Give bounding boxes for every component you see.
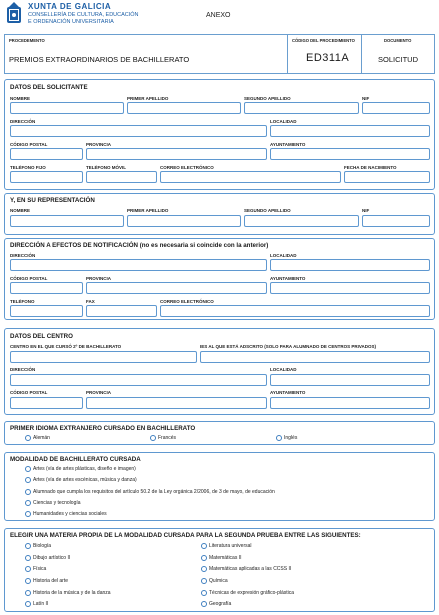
notificacion-title: DIRECCIÓN A EFECTOS DE NOTIFICACIÓN (no es necesaria si coincide con la anterior) — [10, 242, 269, 249]
modalidad-humanidades-radio[interactable] — [25, 511, 31, 517]
org-line1: CONSELLERÍA DE CULTURA, EDUCACIÓN — [28, 12, 139, 18]
materia-historia-musica-radio[interactable] — [25, 590, 31, 596]
solicitante-apellido2-label: SEGUNDO APELLIDO — [244, 96, 291, 101]
modalidad-artes-escenicas-radio[interactable] — [25, 477, 31, 483]
materia-fisica-label: Física — [33, 566, 47, 572]
centro-cp-field[interactable] — [10, 397, 83, 409]
solicitante-apellido1-label: PRIMER APELLIDO — [127, 96, 169, 101]
solicitante-localidad-field[interactable] — [270, 125, 430, 137]
solicitante-telefono-field[interactable] — [10, 171, 83, 183]
materia-literatura-radio[interactable] — [201, 543, 207, 549]
centro-nombre-label: CENTRO EN EL QUE CURSÓ 2º DE BACHILLERATO — [10, 344, 122, 349]
materia-matematicas-ccss-radio[interactable] — [201, 566, 207, 572]
centro-provincia-label: PROVINCIA — [86, 390, 112, 395]
idioma-frances-radio[interactable] — [150, 435, 156, 441]
modalidad-artes-plasticas-radio[interactable] — [25, 466, 31, 472]
representacion-apellido1-label: PRIMER APELLIDO — [127, 208, 169, 213]
solicitante-ayuntamiento-label: AYUNTAMIENTO — [270, 142, 306, 147]
notificacion-cp-field[interactable] — [10, 282, 83, 294]
idioma-frances-label: Francés — [158, 435, 177, 441]
solicitante-movil-field[interactable] — [86, 171, 157, 183]
materia-dibujo-label: Dibujo artístico II — [33, 555, 71, 561]
modalidad-requisitos-radio[interactable] — [25, 489, 31, 495]
centro-title: DATOS DEL CENTRO — [10, 333, 73, 340]
idioma-title: PRIMER IDIOMA EXTRANJERO CURSADO EN BACHILLERATO — [10, 425, 196, 432]
representacion-title: Y, EN SU REPRESENTACIÓN — [10, 197, 95, 204]
procedure-title: PREMIOS EXTRAORDINARIOS DE BACHILLERATO — [9, 55, 190, 64]
materia-matematicas-ccss-label: Matemáticas aplicadas a las CCSS II — [209, 566, 292, 572]
idioma-aleman-radio[interactable] — [25, 435, 31, 441]
solicitante-nif-field[interactable] — [362, 102, 430, 114]
materia-matematicas-label: Matemáticas II — [209, 555, 242, 561]
representacion-nombre-field[interactable] — [10, 215, 124, 227]
modalidad-ciencias-label: Ciencias y tecnología — [33, 500, 81, 506]
anexo-label: ANEXO — [206, 12, 231, 19]
document-value: SOLICITUD — [378, 55, 419, 64]
document-box — [362, 34, 435, 74]
solicitante-ayuntamiento-field[interactable] — [270, 148, 430, 160]
materia-biologia-label: Biología — [33, 543, 52, 549]
materia-geografia-radio[interactable] — [201, 601, 207, 607]
centro-ies-label: IES AL QUE ESTÁ ADSCRITO (SOLO PARA ALUMNADO DE CENTROS PRIVADOS) — [200, 344, 377, 349]
notificacion-ayuntamiento-label: AYUNTAMIENTO — [270, 276, 306, 281]
materia-title: ELEGIR UNA MATERIA PROPIA DE LA MODALIDAD CURSADA PARA LA SEGUNDA PRUEBA ENTRE LAS SIGUIENTES: — [10, 532, 361, 539]
solicitante-cp-label: CÓDIGO POSTAL — [10, 142, 48, 147]
materia-geografia-label: Geografía — [209, 601, 232, 607]
materia-latin-label: Latín II — [33, 601, 49, 607]
document-label: DOCUMENTO — [384, 38, 412, 43]
notificacion-localidad-field[interactable] — [270, 259, 430, 271]
materia-literatura-label: Literatura universal — [209, 543, 252, 549]
notificacion-provincia-label: PROVINCIA — [86, 276, 112, 281]
solicitante-nif-label: NIF — [362, 96, 370, 101]
idioma-aleman-label: Alemán — [33, 435, 50, 441]
centro-ies-field[interactable] — [200, 351, 430, 363]
solicitante-telefono-label: TELÉFONO FIJO — [10, 165, 46, 170]
solicitante-direccion-field[interactable] — [10, 125, 267, 137]
solicitante-apellido1-field[interactable] — [127, 102, 241, 114]
solicitante-correo-field[interactable] — [160, 171, 341, 183]
modalidad-title: MODALIDAD DE BACHILLERATO CURSADA — [10, 456, 141, 463]
notificacion-provincia-field[interactable] — [86, 282, 267, 294]
notificacion-fax-field[interactable] — [86, 305, 157, 317]
xunta-logo — [6, 2, 22, 26]
solicitante-movil-label: TELÉFONO MÓVIL — [86, 165, 126, 170]
solicitante-cp-field[interactable] — [10, 148, 83, 160]
modalidad-ciencias-radio[interactable] — [25, 500, 31, 506]
notificacion-direccion-label: DIRECCIÓN — [10, 253, 36, 258]
solicitante-title: DATOS DEL SOLICITANTE — [10, 84, 88, 91]
materia-historia-arte-radio[interactable] — [25, 578, 31, 584]
procedure-box — [4, 34, 288, 74]
materia-quimica-radio[interactable] — [201, 578, 207, 584]
centro-direccion-field[interactable] — [10, 374, 267, 386]
org-name: XUNTA DE GALICIA — [28, 2, 112, 11]
solicitante-provincia-label: PROVINCIA — [86, 142, 112, 147]
materia-historia-musica-label: Historia de la música y de la danza — [33, 590, 111, 596]
representacion-apellido2-field[interactable] — [244, 215, 359, 227]
centro-localidad-label: LOCALIDAD — [270, 367, 297, 372]
materia-latin-radio[interactable] — [25, 601, 31, 607]
solicitante-nombre-label: NOMBRE — [10, 96, 30, 101]
notificacion-cp-label: CÓDIGO POSTAL — [10, 276, 48, 281]
notificacion-fax-label: FAX — [86, 299, 95, 304]
notificacion-telefono-field[interactable] — [10, 305, 83, 317]
notificacion-direccion-field[interactable] — [10, 259, 267, 271]
materia-fisica-radio[interactable] — [25, 566, 31, 572]
centro-ayuntamiento-label: AYUNTAMIENTO — [270, 390, 306, 395]
centro-cp-label: CÓDIGO POSTAL — [10, 390, 48, 395]
notificacion-correo-label: CORREO ELECTRÓNICO — [160, 299, 214, 304]
modalidad-humanidades-label: Humanidades y ciencias sociales — [33, 511, 107, 517]
centro-nombre-field[interactable] — [10, 351, 197, 363]
centro-direccion-label: DIRECCIÓN — [10, 367, 36, 372]
solicitante-direccion-label: DIRECCIÓN — [10, 119, 36, 124]
centro-localidad-field[interactable] — [270, 374, 430, 386]
materia-quimica-label: Química — [209, 578, 228, 584]
notificacion-localidad-label: LOCALIDAD — [270, 253, 297, 258]
code-label: CÓDIGO DEL PROCEDIMIENTO — [292, 38, 355, 43]
materia-historia-arte-label: Historia del arte — [33, 578, 69, 584]
solicitante-nombre-field[interactable] — [10, 102, 124, 114]
solicitante-fecha-field[interactable] — [344, 171, 430, 183]
centro-provincia-field[interactable] — [86, 397, 267, 409]
solicitante-fecha-label: FECHA DE NACIMIENTO — [344, 165, 397, 170]
solicitante-correo-label: CORREO ELECTRÓNICO — [160, 165, 214, 170]
notificacion-telefono-label: TELÉFONO — [10, 299, 35, 304]
org-header — [28, 2, 178, 26]
representacion-nombre-label: NOMBRE — [10, 208, 30, 213]
idioma-ingles-label: Inglés — [284, 435, 298, 441]
materia-dibujo-radio[interactable] — [25, 555, 31, 561]
representacion-nif-label: NIF — [362, 208, 370, 213]
procedure-label: PROCEDEMENTO — [9, 38, 45, 43]
materia-tecnicas-label: Técnicas de expresión gráfico-plástica — [209, 590, 295, 596]
code-box — [288, 34, 362, 74]
code-value: ED311A — [306, 52, 350, 64]
notificacion-ayuntamiento-field[interactable] — [270, 282, 430, 294]
modalidad-requisitos-label: Alumnado que cumpla los requisitos del artículo 50.2 de la Ley orgánica 2/2006, de 3 de mayo, de educación — [33, 489, 275, 495]
representacion-apellido2-label: SEGUNDO APELLIDO — [244, 208, 291, 213]
idioma-ingles-radio[interactable] — [276, 435, 282, 441]
modalidad-artes-plasticas-label: Artes (vía de artes plásticas, diseño e imagen) — [33, 466, 136, 472]
solicitante-provincia-field[interactable] — [86, 148, 267, 160]
materia-tecnicas-radio[interactable] — [201, 590, 207, 596]
solicitante-localidad-label: LOCALIDAD — [270, 119, 297, 124]
org-line2: E ORDENACIÓN UNIVERSITARIA — [28, 19, 114, 25]
materia-biologia-radio[interactable] — [25, 543, 31, 549]
modalidad-artes-escenicas-label: Artes (vía de artes escénicas, música y danza) — [33, 477, 137, 483]
solicitante-apellido2-field[interactable] — [244, 102, 359, 114]
notificacion-correo-field[interactable] — [160, 305, 430, 317]
representacion-apellido1-field[interactable] — [127, 215, 241, 227]
centro-ayuntamiento-field[interactable] — [270, 397, 430, 409]
representacion-nif-field[interactable] — [362, 215, 430, 227]
materia-matematicas-radio[interactable] — [201, 555, 207, 561]
